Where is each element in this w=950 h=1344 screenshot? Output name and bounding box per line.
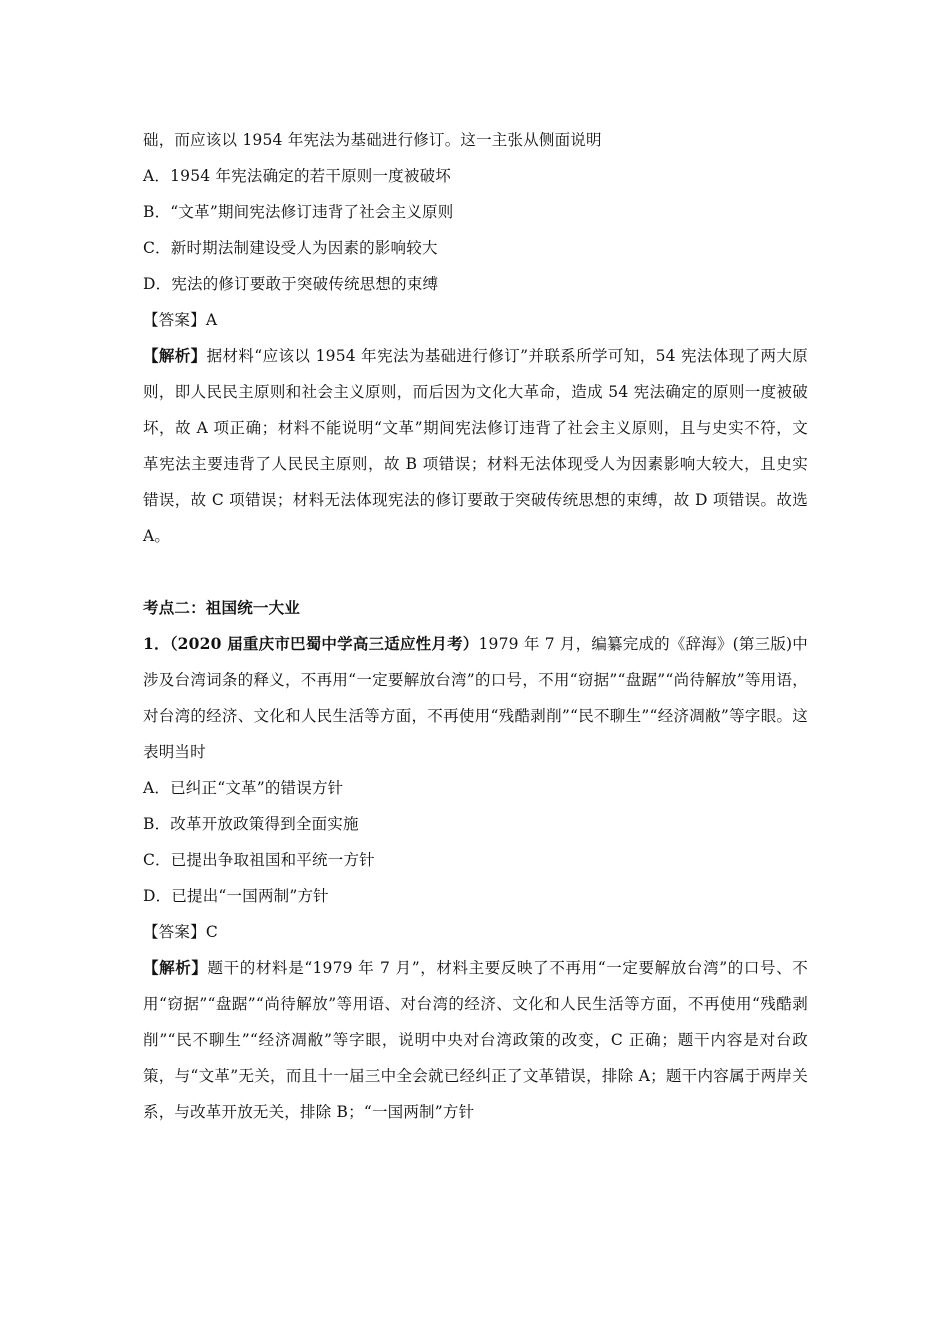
question-stem bbox=[143, 626, 808, 770]
answer-line bbox=[143, 302, 808, 338]
question-text: 1979 年 7 月，编纂完成的《辞海》(第三版)中涉及台湾词条的释义，不再用“一定要解放台湾”的口号，不用“窃据”“盘踞”“尚待解放”等用语，对台湾的经济、文化和人民生活等方面，不再使用“残酷剥削”“民不聊生”“经济凋敝”等字眼。这表明当时 bbox=[143, 635, 809, 761]
answer-value: C bbox=[205, 923, 218, 941]
option-d: D．宪法的修订要敢于突破传统思想的束缚 bbox=[143, 275, 439, 293]
analysis-label: 【解析】 bbox=[143, 958, 208, 977]
analysis-label: 【解析】 bbox=[143, 346, 207, 365]
option-c: C．新时期法制建设受人为因素的影响较大 bbox=[143, 239, 438, 257]
document-page bbox=[143, 122, 808, 1130]
option-a: A．已纠正“文革”的错误方针 bbox=[143, 779, 344, 797]
question-number: 1． bbox=[143, 634, 170, 653]
question-stem-tail: 础，而应该以 1954 年宪法为基础进行修订。这一主张从侧面说明 bbox=[143, 131, 602, 149]
analysis-paragraph bbox=[143, 338, 808, 554]
answer-label: 【答案】 bbox=[143, 311, 206, 329]
answer-line bbox=[143, 914, 808, 950]
option-a: A．1954 年宪法确定的若干原则一度被破坏 bbox=[143, 167, 451, 185]
option-d: D．已提出“一国两制”方针 bbox=[143, 887, 329, 905]
answer-label: 【答案】 bbox=[143, 923, 206, 941]
option-b: B．“文革”期间宪法修订违背了社会主义原则 bbox=[143, 203, 454, 221]
option-b: B．改革开放政策得到全面实施 bbox=[143, 815, 359, 833]
section-heading: 考点二：祖国统一大业 bbox=[143, 598, 301, 617]
option-c: C．已提出争取祖国和平统一方针 bbox=[143, 851, 375, 869]
answer-value: A bbox=[205, 311, 218, 329]
analysis-paragraph bbox=[143, 950, 808, 1130]
analysis-text: 题干的材料是“1979 年 7 月”，材料主要反映了不再用“一定要解放台湾”的口号、不用“窃据”“盘踞”“尚待解放”等用语、对台湾的经济、文化和人民生活等方面，不再使用“残酷剥削”“民不聊生”“经济凋敝”等字眼，说明中央对台湾政策的改变，C 正确；题干内容是对台政策，与“文革”无关，而且十一届三中全会就已经纠正了文革错误，排除 A；题干内容属于两岸关系，与改革开放无关，排除 B；“一国两制”方针 bbox=[143, 959, 808, 1121]
question-source: （2020 届重庆市巴蜀中学高三适应性月考） bbox=[169, 634, 479, 653]
analysis-text: 据材料“应该以 1954 年宪法为基础进行修订”并联系所学可知，54 宪法体现了两大原则，即人民民主原则和社会主义原则，而后因为文化大革命，造成 54 宪法确定的原则一度被破坏，故 A 项正确；材料不能说明“文革”期间宪法修订违背了社会主义原则，且与史实不符，文革宪法主要违背了人民民主原则，故 B 项错误；材料无法体现受人为因素影响大较大，且史实错误，故 C 项错误；材料无法体现宪法的修订要敢于突破传统思想的束缚，故 D 项错误。故选 A。 bbox=[143, 347, 808, 545]
